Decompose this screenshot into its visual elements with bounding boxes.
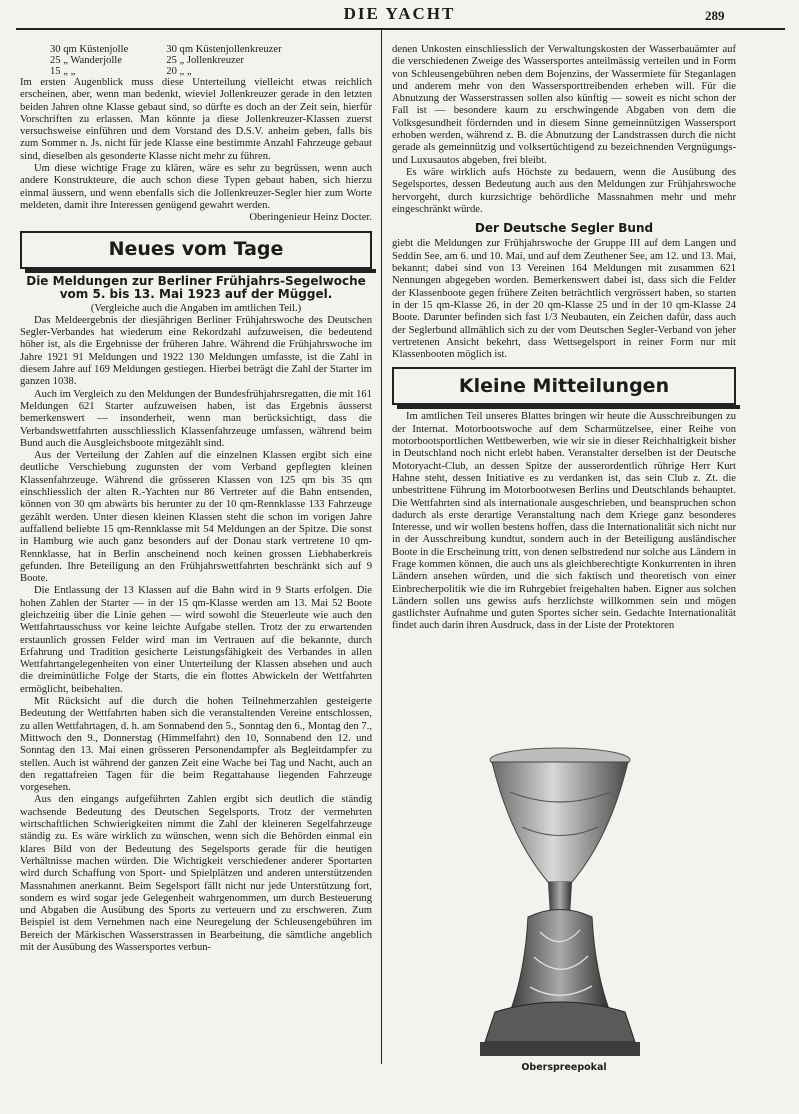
section-heading-kleine-mitteilungen: Kleine Mitteilungen (392, 367, 736, 405)
class-cell: 25 „ Jollenkreuzer (166, 55, 244, 66)
paragraph: Das Meldeergebnis der diesjährigen Berliner Frühjahrswoche des Deutschen Segler-Verbandes hat wiederum eine Rekordzahl aufzuweisen, die bedeutend höher ist, als die Ergebnisse der früheren Jahre. Während die Frühjahrswoche im Jahre 1921 91 Meldungen und 1922 130 Meldungen umfasste, ist die Zahl in diesem Jahre auf 169 Meldungen gestiegen. Hierbei beträgt die Zahl der Starter im ganzen 1038. (20, 314, 372, 388)
article-note: (Vergleiche auch die Angaben im amtlichen Teil.) (90, 302, 302, 314)
author-signature: Oberingenieur Heinz Docter. (249, 212, 372, 224)
paragraph: Im ersten Augenblick muss diese Unterteilung vielleicht etwas reichlich erscheinen, aber, wenn man bedenkt, wieviel Jollenkreuzer gerade in den letzten beiden Jahren ohne Klasse gebaut sind, so dürfte es doch an der Zeit sein, hierfür Vorschriften zu erlassen. Man könnte ja diese Jollenkreuzer-Klassen zuerst versuchsweise einführen und dem Vorstand des D.S.V. anheim geben, falls bis zum Sommer n. Js. nicht für jede Klasse eine bestimmte Anzahl Fahrzeuge gebaut sind, dieselben als gesonderte Klasse nicht mehr zu führen. (20, 77, 372, 162)
class-cell: 15 „ „ (50, 66, 76, 77)
figure-caption: Oberspreepokal (521, 1062, 607, 1073)
class-cell: 20 „ „ (166, 66, 192, 77)
class-row (50, 55, 286, 66)
class-cell: 30 qm Küstenjolle (50, 44, 129, 55)
header-rule (16, 28, 785, 30)
article-title-segler-bund: Der Deutsche Segler Bund (474, 221, 654, 236)
paragraph: Mit Rücksicht auf die durch die hohen Teilnehmerzahlen gesteigerte Bedeutung der Wettfahrten haben sich die veranstaltenden Vereine entschlossen, zu allen Wettfahrtagen, d. h. am Sonnabend den 5., Sonntag den 6., Montag den 7., Mittwoch den 9., Donnerstag (Himmelfahrt) den 10, Sonnabend den 12. und Sonntag den 13. Mai einen grösseren Personendampfer als Begleitdampfer zu stellen. Auch ist während der ganzen Zeit eine Wache bei Tag und Nacht, auch an den regattafreien Tagen für die beim Regattahause liegenden Fahrzeuge vorgesehen. (20, 696, 372, 794)
class-table (50, 44, 286, 77)
right-column (392, 44, 736, 633)
paragraph: giebt die Meldungen zur Frühjahrswoche der Gruppe III auf dem Langen und Seddin See, am 6. und 10. Mai, und auf dem Zeuthener See, am 12. und 13. Mai, bekannt; dabei sind von 13 Vereinen 164 Meldungen mit zusammen 621 Nennungen abgegeben worden. Bemerkenswert dabei ist, dass sich die Felder der Klassenboote gegen frühere Zeiten beträchtlich vergrössert haben, so starten in der 15 qm-Klasse 26, in der 20 qm-Klasse 25 und in der 10 qm-Klasse 24 Boote. Darunter befinden sich fast 1/3 Neubauten, ein Zeichen dafür, dass auch der Seglerbund allmählich sich zu der vom Deutschen Segler-Verband von jeher vertretenen Ansicht bekehrt, dass Wettsegelsport in reiner Form nur mit Klassenbooten möglich ist. (392, 238, 736, 361)
class-row (50, 66, 286, 77)
trophy-photo (470, 742, 650, 1062)
trophy-illustration (470, 742, 650, 1062)
page-header (0, 0, 799, 26)
paragraph: Um diese wichtige Frage zu klären, wäre es sehr zu begrüssen, wenn auch andere Konstrukteure, die auch schon diese Typen gebaut haben, sich hierzu einmal äussern, und wenn ebenfalls sich die Jollenkreuzer-Segler hier zum Worte meldeten, damit ihre Interessen genügend gewahrt werden. (20, 163, 372, 211)
class-row (50, 44, 286, 55)
section-heading-neues-vom-tage: Neues vom Tage (20, 231, 372, 269)
paragraph: Es wäre wirklich aufs Höchste zu bedauern, wenn die Ausübung des Segelsportes, dessen Bedeutung auch aus den Meldungen zur Frühjahrswoche hervorgeht, durch kurzsichtige behördliche Massnahmen mehr und mehr eingeschränkt würde. (392, 166, 736, 215)
class-cell: 25 „ Wanderjolle (50, 55, 122, 66)
paragraph: Auch im Vergleich zu den Meldungen der Bundesfrühjahrsregatten, die mit 161 Meldungen 621 Starter aufzuweisen haben, ist das Ergebnis äusserst bemerkenswert — insonderheit, wenn man berücksichtigt, dass die Verbandswettfahrten ausschliesslich Klassenfahrzeuge umfassen, während beim Bund auch die Ausgleichsboote mitgezählt sind. (20, 388, 372, 449)
paragraph: Im amtlichen Teil unseres Blattes bringen wir heute die Ausschreibungen zu der Internat. Motorbootswoche auf dem Scharmützelsee, einer Reihe von motorbootsportlichen Wettbewerben, wie wir sie in dieser Reichhaltigkeit bisher in Deutschland noch nicht erlebt haben. Veranstalter derselben ist der Deutsche Motoryacht-Club, an dessen Spitze der ausserordentlich rührige Herr Kurt Hahne steht, dessen Initiative es zu verdanken ist, das sein Club z. Zt. die unbestrittene Führung im Motorbootwesen Berlins und Deutschlands behauptet. Die Wettfahrten sind als internationale ausgeschrieben, und beanspruchen schon dadurch als erste derartige Veranstaltung nach dem Kriege ganz besonderes Interesse, und wir wollen bestens hoffen, dass die Internationalität sich nicht nur in der Ausschreibung kundtut, sondern auch in der Beteiligung ausländischer Boote in die Erscheinung tritt, von denen selbstredend nur solche aus Ländern in Frage kommen können, die auch uns als gleichberechtigte Konkurrenten in ihren Ländern ansehen würden, und die sich faktisch und theoretisch von einer Einbrecherpolitik wie die im Ruhrgebiet freigehalten haben. Eigner aus solchen Ländern sollen uns gewiss aufs herzlichste willkommen sein und mögen gastlichster Aufnahme und guten Sportes sicher sein. Gedachte Internationalität findet auch darin ihren Ausdruck, dass in der Liste der Protektoren (392, 411, 736, 632)
left-column (20, 44, 372, 954)
paragraph: Aus der Verteilung der Zahlen auf die einzelnen Klassen ergibt sich eine deutliche Verschiebung zugunsten der vom Verband gepflegten kleinen Klassenfahrzeuge. Während die grösseren Klassen von 125 qm bis 35 qm einschliesslich der alten R.-Yachten nur 86 Vertreter auf die Bahn entsenden, können von 30 qm abwärts bis herunter zu der 10 qm-Rennklasse 133 Fahrzeuge gezählt werden. Unter diesen kleinen Klassen steht die schon im vorigen Jahre auffallend beliebte 15 qm-Rennklasse mit 54 Meldungen an der Spitze. Die sonst in Hamburg wie auch ganz besonders auf der Donau stark vertretene 10 qm-Rennklasse, hat in Berlin anscheinend noch keinen grossen Liebhaberkreis gefunden. Ihre Beteiligung an den Frühjahrswettfahrten beschränkt sich auf 9 Boote. (20, 450, 372, 585)
article-title: Die Meldungen zur Berliner Frühjahrs-Segelwoche vom 5. bis 13. Mai 1923 auf der Müggel. (26, 273, 366, 301)
paragraph: Die Entlassung der 13 Klassen auf die Bahn wird in 9 Starts erfolgen. Die hohen Zahlen der Starter — in der 15 qm-Klasse werden am 13. Mai 52 Boote gleichzeitig über die Linie gehen — wird sowohl die Steuerleute wie auch den Wettfahrtausschuss vor keine leichte Aufgabe stellen. Trotz der zu erwartenden erstaunlich grossen Felder wird man im Vertrauen auf die bekannte, durch Erfahrung und Tradition gesicherte Leistungsfähigkeit des Verbandes in allen Wettfahrtangelegenheiten von einer Unterteilung der Klassen absehen und auch die dreiminütliche Folge der Starts, die ein flottes Abwickeln der Wettfahrten ermöglicht, beibehalten. (20, 585, 372, 695)
paragraph: Aus den eingangs aufgeführten Zahlen ergibt sich deutlich die ständig wachsende Bedeutung des Deutschen Segelsports. Trotz der vermehrten wirtschaftlichen Schwierigkeiten nimmt die Zahl der kleineren Segelfahrzeuge ständig zu. Es wäre wirklich zu wünschen, wenn sich die Behörden einmal ein klares Bild von der Bedeutung des Segelsports gerade für die heutigen Verhältnisse machen würden. Die Wichtigkeit verschiedener anderer Sportarten wird durch Schaffung von Sport- und Spielplätzen und anderen unterstützenden Massnahmen anerkannt. Beim Segelsport fällt nicht nur jede Unterstützung fort, sondern es wird sogar jede Gelegenheit wahrgenommen, um durch Besteuerung und Abgaben die Ausübung des Sports zu verteuern und zu erschweren. Zum Beispiel ist dem Vernehmen nach eine Neuregelung der Schleusengebühren im Bereich der Märkischen Wasserstrassen in Bearbeitung, die sämtliche angeblich mit der Ausübung des Wassersportes verbun- (20, 794, 372, 953)
class-cell: 30 qm Küstenjollenkreuzer (166, 44, 282, 55)
column-divider (381, 30, 382, 1064)
page-number: 289 (705, 8, 725, 23)
paragraph: denen Unkosten einschliesslich der Verwaltungskosten der Wasserbauämter auf die verschiedenen Zweige des Wassersportes anteilmässig verteilen und in Form von Schleusengebühren neben dem Bojenzins, der Wassermiete für Steganlagen und anderem mehr von den Wassersporttreibenden erheben will. Für die Abnutzung der Wasserstrassen sollen also künftig — soweit es nicht schon der Fall ist — besondere kaum zu erschwingende Abgaben von dem die Volksgesundheit fördernden und in diesem Sinne gemeinnützigen Wassersport erhoben werden, während z. B. die Abnutzung der Landstrassen durch die nicht gerade als gemeinnützig und volksertüchtigend zu bezeichnenden Vergnügungs- und Luxusautos abgeben, frei bleibt. (392, 44, 736, 166)
journal-title: DIE YACHT (343, 4, 456, 23)
